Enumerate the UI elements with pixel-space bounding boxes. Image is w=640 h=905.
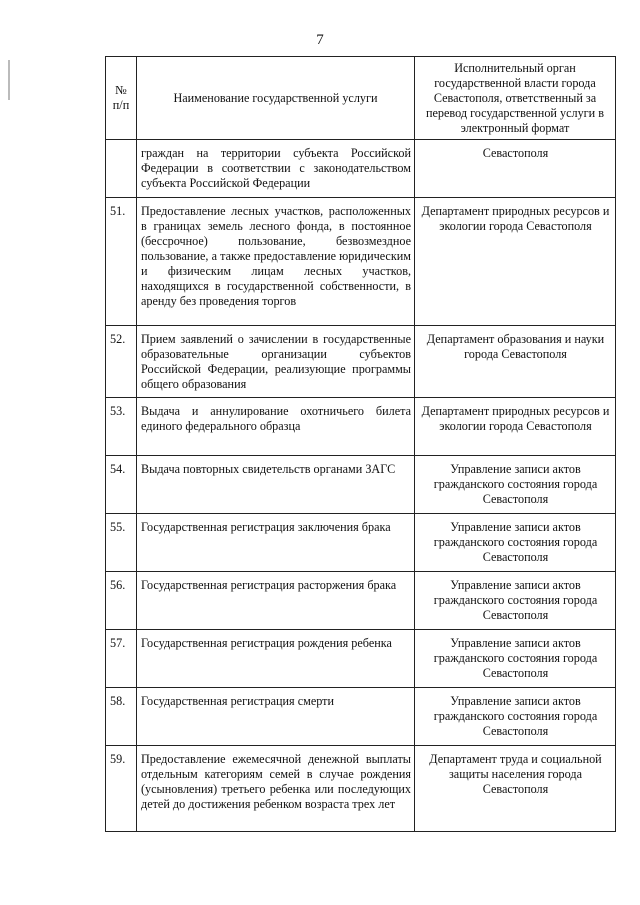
services-table [105,56,616,832]
row-service: Государственная регистрация расторжения брака [137,572,415,630]
table-row [106,326,616,398]
scan-edge-mark [8,60,10,100]
table-row [106,198,616,326]
row-num: 59. [106,746,137,832]
row-num: 56. [106,572,137,630]
row-num: 55. [106,514,137,572]
row-service: Предоставление лесных участков, расположенных в границах земель лесного фонда, в постоянное (бессрочное) пользование, безвозмездное пользование, а также предоставление юридическим и физическим лицам лесных участков, находящихся в государственной собственности, в аренду без проведения торгов [137,198,415,326]
row-authority: Департамент природных ресурсов и экологии города Севастополя [415,398,616,456]
table-header-row [106,57,616,140]
row-num: 54. [106,456,137,514]
table-row [106,456,616,514]
row-service: Государственная регистрация заключения брака [137,514,415,572]
row-authority: Управление записи актов гражданского состояния города Севастополя [415,456,616,514]
row-authority: Департамент труда и социальной защиты населения города Севастополя [415,746,616,832]
table-row [106,398,616,456]
row-service: Государственная регистрация смерти [137,688,415,746]
row-authority: Управление записи актов гражданского состояния города Севастополя [415,572,616,630]
row-service: Выдача и аннулирование охотничьего билета единого федерального образца [137,398,415,456]
page-number: 7 [316,32,324,48]
header-num: № п/п [106,57,137,140]
row-authority: Управление записи актов гражданского состояния города Севастополя [415,630,616,688]
row-service: Прием заявлений о зачислении в государственные образовательные организации субъектов Российской Федерации, реализующие программы общего образования [137,326,415,398]
table-row [106,630,616,688]
table-row [106,514,616,572]
table-row [106,140,616,198]
table-row [106,688,616,746]
header-service: Наименование государственной услуги [137,57,415,140]
row-authority: Управление записи актов гражданского состояния города Севастополя [415,514,616,572]
row-authority: Севастополя [415,140,616,198]
table-row [106,572,616,630]
row-num: 53. [106,398,137,456]
row-service: Государственная регистрация рождения ребенка [137,630,415,688]
row-authority: Департамент природных ресурсов и экологии города Севастополя [415,198,616,326]
row-authority: Департамент образования и науки города Севастополя [415,326,616,398]
row-service: Выдача повторных свидетельств органами ЗАГС [137,456,415,514]
row-service: граждан на территории субъекта Российской Федерации в соответствии с законодательством субъекта Российской Федерации [137,140,415,198]
table-row [106,746,616,832]
row-num: 57. [106,630,137,688]
header-authority: Исполнительный орган государственной власти города Севастополя, ответственный за перевод государственной услуги в электронный формат [415,57,616,140]
row-service: Предоставление ежемесячной денежной выплаты отдельным категориям семей в случае рождения (усыновления) третьего ребенка или последующих детей до достижения ребенком возраста трех лет [137,746,415,832]
row-num: 58. [106,688,137,746]
row-authority: Управление записи актов гражданского состояния города Севастополя [415,688,616,746]
row-num: 52. [106,326,137,398]
row-num [106,140,137,198]
row-num: 51. [106,198,137,326]
